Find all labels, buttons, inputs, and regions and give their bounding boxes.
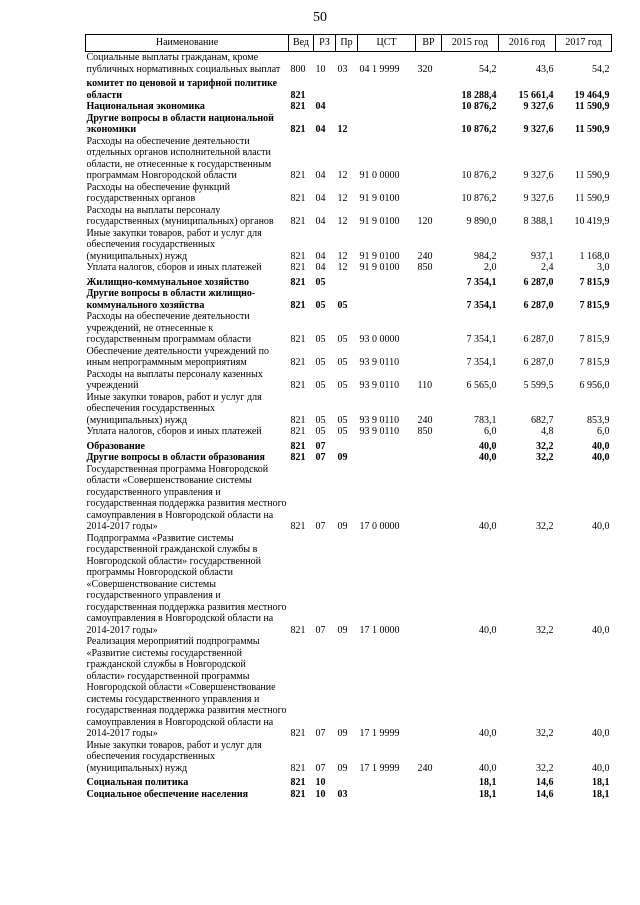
table-row bbox=[86, 136, 612, 182]
cell-2017: 40,0 bbox=[592, 452, 610, 463]
table-row bbox=[86, 274, 612, 289]
cell-rz: 05 bbox=[315, 276, 326, 288]
cell-2015: 7 354,1 bbox=[466, 334, 497, 345]
budget-table bbox=[85, 34, 612, 800]
cell-ved: 821 bbox=[290, 380, 306, 391]
table-row bbox=[86, 75, 612, 101]
cell-rz: 05 bbox=[315, 426, 326, 437]
cell-name: комитет по ценовой и тарифной политике области bbox=[86, 78, 278, 101]
cell-2016: 14,6 bbox=[536, 777, 554, 788]
cell-cst: 91 9 0100 bbox=[359, 193, 400, 204]
cell-2016: 9 327,6 bbox=[523, 193, 554, 204]
cell-cst: 17 1 9999 bbox=[359, 762, 400, 774]
header-ved: Вед bbox=[289, 35, 314, 52]
table-row bbox=[86, 636, 612, 740]
cell-rz: 05 bbox=[315, 334, 326, 345]
cell-2017: 54,2 bbox=[592, 63, 610, 75]
cell-name: Расходы на обеспечение деятельности отдельных органов исполнительной власти области, не отнесенные к государственным программам Новгородской области bbox=[86, 135, 272, 181]
header-rz: РЗ bbox=[314, 35, 336, 52]
cell-name: Жилищно-коммунальное хозяйство bbox=[86, 276, 250, 288]
cell-2015: 7 354,1 bbox=[466, 276, 497, 288]
cell-rz: 04 bbox=[315, 170, 326, 181]
cell-vr bbox=[416, 438, 442, 453]
cell-2015: 54,2 bbox=[479, 63, 497, 75]
cell-pr: 12 bbox=[337, 170, 348, 181]
cell-pr: 05 bbox=[337, 380, 348, 391]
cell-2017: 6,0 bbox=[597, 426, 610, 437]
cell-2015: 40,0 bbox=[479, 762, 497, 774]
cell-2015: 6 565,0 bbox=[466, 380, 497, 391]
cell-2017: 11 590,9 bbox=[575, 124, 610, 135]
cell-2017: 7 815,9 bbox=[579, 357, 610, 368]
cell-pr: 05 bbox=[337, 414, 348, 426]
table-row bbox=[86, 426, 612, 438]
cell-pr: 09 bbox=[337, 624, 348, 636]
header-cst: ЦСТ bbox=[358, 35, 416, 52]
cell-rz: 07 bbox=[315, 728, 326, 739]
cell-2015: 40,0 bbox=[479, 521, 497, 532]
cell-cst bbox=[358, 288, 416, 311]
cell-name: Государственная программа Новгородской области «Совершенствование системы государственного управления и государственная поддержка развития местного самоуправления в Новгородской области на 2014-2017 годы» bbox=[86, 463, 287, 532]
cell-pr: 03 bbox=[337, 788, 348, 800]
cell-2016: 32,2 bbox=[536, 452, 554, 463]
cell-2015: 7 354,1 bbox=[466, 299, 497, 311]
cell-rz: 04 bbox=[315, 124, 326, 135]
cell-name: Иные закупки товаров, работ и услуг для обеспечения государственных (муниципальных) нужд bbox=[86, 391, 262, 426]
table-row bbox=[86, 262, 612, 274]
cell-vr bbox=[416, 75, 442, 101]
table-body bbox=[86, 52, 612, 801]
cell-pr: 12 bbox=[337, 262, 348, 273]
cell-ved: 821 bbox=[290, 762, 306, 774]
cell-ved: 821 bbox=[290, 414, 306, 426]
cell-ved: 821 bbox=[290, 262, 306, 273]
cell-pr: 12 bbox=[337, 216, 348, 227]
cell-name: Социальная политика bbox=[86, 777, 189, 788]
cell-rz: 05 bbox=[315, 357, 326, 368]
cell-name: Уплата налогов, сборов и иных платежей bbox=[86, 262, 262, 273]
header-2016: 2016 год bbox=[499, 35, 556, 52]
cell-2017: 11 590,9 bbox=[575, 101, 610, 112]
cell-2015: 10 876,2 bbox=[461, 193, 497, 204]
cell-name: Другие вопросы в области жилищно-коммунального хозяйства bbox=[86, 288, 256, 311]
cell-2017: 40,0 bbox=[592, 762, 610, 774]
cell-pr: 05 bbox=[337, 299, 348, 311]
cell-2016: 9 327,6 bbox=[523, 124, 554, 135]
cell-vr: 240 bbox=[417, 414, 433, 426]
cell-rz bbox=[314, 75, 336, 101]
cell-cst: 17 0 0000 bbox=[359, 521, 400, 532]
cell-vr bbox=[416, 774, 442, 789]
cell-pr: 12 bbox=[337, 250, 348, 262]
cell-name: Расходы на обеспечение функций государственных органов bbox=[86, 181, 230, 204]
cell-vr: 850 bbox=[417, 262, 433, 273]
cell-rz: 04 bbox=[315, 101, 326, 112]
cell-name: Социальное обеспечение населения bbox=[86, 788, 249, 800]
table-row bbox=[86, 228, 612, 263]
cell-ved: 821 bbox=[290, 334, 306, 345]
cell-pr: 09 bbox=[337, 762, 348, 774]
table-row bbox=[86, 311, 612, 346]
cell-2017: 11 590,9 bbox=[574, 170, 610, 181]
cell-rz: 04 bbox=[315, 193, 326, 204]
table-row bbox=[86, 346, 612, 369]
cell-cst bbox=[358, 75, 416, 101]
cell-2015: 984,2 bbox=[474, 250, 497, 262]
table-row bbox=[86, 533, 612, 637]
cell-ved: 821 bbox=[290, 357, 306, 368]
cell-vr: 110 bbox=[417, 380, 433, 391]
table-row bbox=[86, 205, 612, 228]
table-row bbox=[86, 392, 612, 427]
cell-2015: 2,0 bbox=[484, 262, 497, 273]
cell-name: Расходы на обеспечение деятельности учреждений, не отнесенные к государственным программам области bbox=[86, 311, 252, 345]
cell-cst bbox=[358, 789, 416, 801]
cell-ved: 821 bbox=[290, 89, 306, 101]
cell-pr bbox=[336, 774, 358, 789]
cell-cst: 17 1 0000 bbox=[359, 624, 400, 636]
cell-2015: 40,0 bbox=[479, 624, 497, 636]
cell-vr: 240 bbox=[417, 762, 433, 774]
cell-2015: 10 876,2 bbox=[461, 170, 497, 181]
cell-vr bbox=[416, 464, 442, 533]
cell-2016: 32,2 bbox=[536, 728, 554, 739]
cell-2017: 40,0 bbox=[592, 624, 610, 636]
cell-name: Образование bbox=[86, 440, 145, 452]
cell-pr bbox=[336, 438, 358, 453]
cell-2016: 6 287,0 bbox=[523, 334, 554, 345]
cell-cst: 04 1 9999 bbox=[359, 63, 400, 75]
table-header-row bbox=[86, 35, 612, 52]
table-row bbox=[86, 774, 612, 789]
header-2017: 2017 год bbox=[556, 35, 612, 52]
header-vr: ВР bbox=[416, 35, 442, 52]
cell-2016: 2,4 bbox=[541, 262, 554, 273]
cell-pr: 05 bbox=[337, 426, 348, 437]
cell-cst: 93 9 0110 bbox=[359, 357, 400, 368]
cell-name: Расходы на выплаты персоналу казенных учреждений bbox=[86, 368, 263, 391]
cell-vr bbox=[416, 288, 442, 311]
cell-ved: 821 bbox=[290, 624, 306, 636]
cell-name: Иные закупки товаров, работ и услуг для обеспечения государственных (муниципальных) нужд bbox=[86, 739, 262, 774]
cell-2017: 6 956,0 bbox=[579, 380, 610, 391]
cell-2016: 682,7 bbox=[531, 414, 554, 426]
cell-2017: 19 464,9 bbox=[574, 89, 610, 101]
cell-2016: 4,8 bbox=[541, 426, 554, 437]
cell-2016: 9 327,6 bbox=[523, 101, 554, 112]
cell-2015: 40,0 bbox=[479, 728, 497, 739]
cell-vr bbox=[416, 136, 442, 182]
cell-rz: 05 bbox=[315, 299, 326, 311]
cell-rz: 10 bbox=[315, 63, 326, 75]
cell-2017: 7 815,9 bbox=[579, 299, 610, 311]
cell-pr: 12 bbox=[337, 124, 348, 135]
cell-ved: 821 bbox=[290, 299, 306, 311]
cell-ved: 821 bbox=[290, 426, 306, 437]
cell-cst bbox=[358, 101, 416, 113]
cell-cst: 93 9 0110 bbox=[359, 380, 400, 391]
cell-rz: 04 bbox=[315, 250, 326, 262]
cell-vr: 850 bbox=[417, 426, 433, 437]
cell-name: Иные закупки товаров, работ и услуг для обеспечения государственных (муниципальных) нужд bbox=[86, 227, 262, 262]
cell-2017: 40,0 bbox=[592, 728, 610, 739]
cell-ved: 821 bbox=[290, 521, 306, 532]
cell-cst: 17 1 9999 bbox=[359, 728, 400, 739]
cell-2017: 853,9 bbox=[587, 414, 610, 426]
cell-pr bbox=[336, 274, 358, 289]
cell-rz: 07 bbox=[315, 452, 326, 463]
cell-vr: 120 bbox=[417, 216, 433, 227]
cell-ved: 821 bbox=[290, 216, 306, 227]
cell-ved: 821 bbox=[290, 101, 306, 112]
cell-2017: 40,0 bbox=[592, 521, 610, 532]
cell-2016: 9 327,6 bbox=[523, 170, 554, 181]
cell-2016: 32,2 bbox=[536, 440, 554, 452]
cell-ved: 821 bbox=[290, 250, 306, 262]
cell-2016: 6 287,0 bbox=[523, 276, 554, 288]
cell-2017: 1 168,0 bbox=[579, 250, 610, 262]
table-row bbox=[86, 438, 612, 453]
cell-2017: 7 815,9 bbox=[579, 276, 610, 288]
cell-ved: 821 bbox=[290, 788, 306, 800]
cell-2016: 32,2 bbox=[536, 624, 554, 636]
cell-2015: 18,1 bbox=[479, 777, 497, 788]
cell-vr bbox=[416, 274, 442, 289]
cell-2015: 40,0 bbox=[479, 440, 497, 452]
cell-2017: 18,1 bbox=[592, 777, 610, 788]
table-row bbox=[86, 464, 612, 533]
table-row bbox=[86, 288, 612, 311]
table-row bbox=[86, 101, 612, 113]
header-2015: 2015 год bbox=[442, 35, 499, 52]
cell-cst: 91 9 0100 bbox=[359, 262, 400, 273]
cell-rz: 10 bbox=[315, 777, 326, 788]
cell-cst: 93 9 0110 bbox=[359, 414, 400, 426]
cell-2015: 7 354,1 bbox=[466, 357, 497, 368]
table-row bbox=[86, 369, 612, 392]
cell-ved: 800 bbox=[290, 63, 306, 75]
cell-2016: 937,1 bbox=[531, 250, 554, 262]
cell-2015: 18,1 bbox=[479, 788, 497, 800]
cell-2016: 5 599,5 bbox=[523, 380, 554, 391]
cell-name: Обеспечение деятельности учреждений по иным непрограммным мероприятиям bbox=[86, 345, 270, 368]
cell-ved: 821 bbox=[290, 124, 306, 135]
cell-2017: 18,1 bbox=[592, 788, 610, 800]
cell-pr: 03 bbox=[337, 63, 348, 75]
cell-vr bbox=[416, 182, 442, 205]
cell-vr bbox=[416, 636, 442, 740]
cell-2016: 32,2 bbox=[536, 521, 554, 532]
cell-ved: 821 bbox=[290, 728, 306, 739]
cell-name: Другие вопросы в области национальной экономики bbox=[86, 112, 274, 135]
cell-2017: 11 590,9 bbox=[574, 193, 610, 204]
cell-ved: 821 bbox=[290, 452, 306, 463]
cell-2017: 40,0 bbox=[592, 440, 610, 452]
cell-name: Национальная экономика bbox=[86, 101, 205, 112]
cell-pr: 09 bbox=[337, 728, 348, 739]
cell-2017: 3,0 bbox=[597, 262, 610, 273]
cell-pr bbox=[336, 101, 358, 113]
cell-name: Подпрограмма «Развитие системы государственной гражданской службы в Новгородской области» государственной программы Новгородской области «Совершенствование системы государственного управления и государственная поддержка развития местного самоуправления в Новгородской области на 2014-2017 годы» bbox=[86, 532, 287, 636]
cell-2016: 6 287,0 bbox=[523, 357, 554, 368]
cell-vr bbox=[416, 789, 442, 801]
cell-vr bbox=[416, 113, 442, 136]
cell-vr bbox=[416, 346, 442, 369]
cell-2015: 6,0 bbox=[484, 426, 497, 437]
cell-2016: 8 388,1 bbox=[523, 216, 554, 227]
cell-vr bbox=[416, 101, 442, 113]
cell-ved: 821 bbox=[290, 193, 306, 204]
cell-cst: 93 0 0000 bbox=[359, 334, 400, 345]
cell-rz: 07 bbox=[315, 762, 326, 774]
cell-ved: 821 bbox=[290, 440, 306, 452]
cell-rz: 05 bbox=[315, 380, 326, 391]
cell-pr: 05 bbox=[337, 334, 348, 345]
table-row bbox=[86, 740, 612, 775]
cell-cst bbox=[358, 113, 416, 136]
cell-cst: 91 9 0100 bbox=[359, 250, 400, 262]
cell-cst bbox=[358, 452, 416, 464]
cell-rz: 07 bbox=[315, 624, 326, 636]
cell-rz: 07 bbox=[315, 440, 326, 452]
cell-2016: 15 661,4 bbox=[518, 89, 554, 101]
cell-pr bbox=[336, 75, 358, 101]
cell-2017: 10 419,9 bbox=[574, 216, 610, 227]
header-name: Наименование bbox=[86, 35, 289, 52]
cell-vr bbox=[416, 311, 442, 346]
cell-rz: 04 bbox=[315, 216, 326, 227]
cell-pr: 05 bbox=[337, 357, 348, 368]
cell-rz: 05 bbox=[315, 414, 326, 426]
cell-name: Другие вопросы в области образования bbox=[86, 452, 265, 463]
cell-2015: 783,1 bbox=[474, 414, 497, 426]
cell-ved: 821 bbox=[290, 170, 306, 181]
table-row bbox=[86, 113, 612, 136]
cell-cst bbox=[358, 274, 416, 289]
cell-rz: 10 bbox=[315, 788, 326, 800]
cell-2016: 32,2 bbox=[536, 762, 554, 774]
table-row bbox=[86, 789, 612, 801]
cell-cst bbox=[358, 774, 416, 789]
cell-ved: 821 bbox=[290, 777, 306, 788]
cell-cst bbox=[358, 438, 416, 453]
cell-2015: 10 876,2 bbox=[461, 124, 497, 135]
cell-2016: 14,6 bbox=[536, 788, 554, 800]
cell-name: Социальные выплаты гражданам, кроме публичных нормативных социальных выплат bbox=[86, 52, 281, 75]
cell-pr: 09 bbox=[337, 452, 348, 463]
cell-rz: 07 bbox=[315, 521, 326, 532]
cell-ved: 821 bbox=[290, 276, 306, 288]
cell-2015: 40,0 bbox=[479, 452, 497, 463]
cell-name: Расходы на выплаты персоналу государственных (муниципальных) органов bbox=[86, 204, 274, 227]
cell-vr bbox=[416, 533, 442, 637]
cell-pr: 09 bbox=[337, 521, 348, 532]
cell-2016: 43,6 bbox=[536, 63, 554, 75]
cell-2016: 6 287,0 bbox=[523, 299, 554, 311]
cell-vr bbox=[416, 452, 442, 464]
cell-rz: 04 bbox=[315, 262, 326, 273]
cell-2017: 7 815,9 bbox=[579, 334, 610, 345]
table-row bbox=[86, 452, 612, 464]
cell-2015: 10 876,2 bbox=[461, 101, 497, 112]
cell-pr: 12 bbox=[337, 193, 348, 204]
cell-cst: 91 9 0100 bbox=[359, 216, 400, 227]
header-pr: Пр bbox=[336, 35, 358, 52]
table-row bbox=[86, 182, 612, 205]
page-number: 50 bbox=[313, 10, 327, 25]
cell-cst: 93 9 0110 bbox=[359, 426, 400, 437]
cell-cst: 91 0 0000 bbox=[359, 170, 400, 181]
cell-vr: 320 bbox=[417, 63, 433, 75]
cell-2015: 9 890,0 bbox=[466, 216, 497, 227]
cell-name: Уплата налогов, сборов и иных платежей bbox=[86, 426, 262, 437]
cell-2015: 18 288,4 bbox=[461, 89, 497, 101]
table-row bbox=[86, 52, 612, 76]
cell-name: Реализация мероприятий подпрограммы «Развитие системы государственной гражданской службы в Новгородской области» государственной программы Новгородской области «Совершенствование системы государственного управления и государственная поддержка развития местного самоуправления в Новгородской области на 2014-2017 годы» bbox=[86, 636, 287, 739]
cell-vr: 240 bbox=[417, 250, 433, 262]
